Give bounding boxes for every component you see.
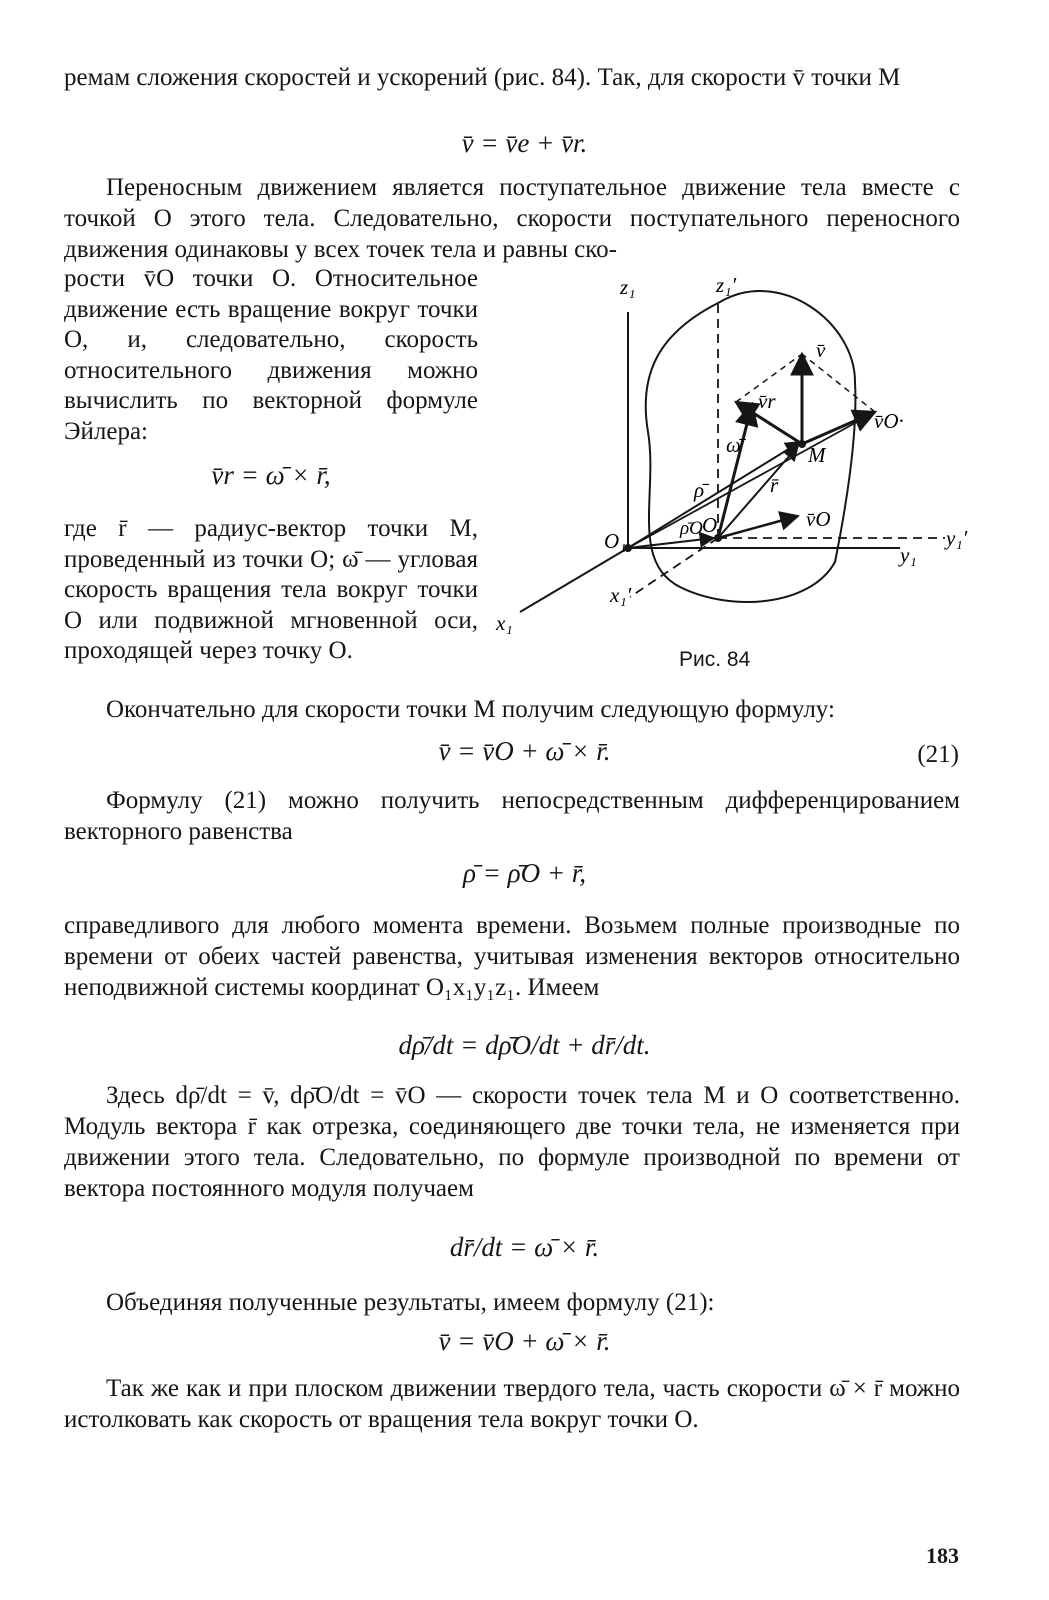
equation-euler: v̄r = ω̄ × r̄, [211, 460, 331, 490]
equation-21-repeat: v̄ = v̄O + ω̄ × r̄. [438, 1326, 611, 1356]
label-y1: y₁ [900, 543, 917, 567]
label-o1: O₁ [604, 529, 627, 553]
label-v-o-at-m: v̄O· [874, 409, 904, 433]
label-z1-prime: z₁′ [716, 273, 737, 297]
figure-caption: Рис. 84 [679, 648, 751, 671]
label-v-r: v̄r [758, 389, 776, 413]
label-rho: ρ̄ [694, 478, 705, 502]
equation-number-21: (21) [917, 741, 959, 768]
paragraph-1: ремам сложения скоростей и ускорений (рис. 84). Так, для скорости v̄ точки M [64, 64, 901, 91]
label-z1: z₁ [620, 275, 636, 299]
figure-84 [480, 262, 980, 647]
vector-v-o [718, 516, 798, 538]
label-y1-prime: y₁′ [946, 526, 968, 550]
equation-derivatives: dρ̄/dt = dρ̄O/dt + dr̄/dt. [398, 1030, 651, 1060]
parallelogram-edge-2 [802, 354, 875, 412]
paragraph-3: рости v̄O точки O. Относительное движение есть вращение вокруг точки O, и, следовательно, скорость относительного движения можно вычислить по векторной формуле Эйлера: [64, 265, 478, 445]
paragraph-5: Окончательно для скорости точки M получим следующую формулу: [106, 696, 835, 723]
paragraph-4: где r̄ — радиус-вектор точки M, проведенный из точки O; ω̄ — угловая скорость вращения тела вокруг точки O или подвижной мгновенной оси, проходящей через точку O. [64, 515, 478, 664]
vector-v-o-at-m [802, 412, 875, 444]
label-o: O [702, 513, 718, 537]
label-r: r̄ [770, 473, 779, 497]
paragraph-6: Формулу (21) можно получить непосредственным дифференцированием векторного равенства [64, 787, 960, 845]
paragraph-2: Переносным движением является поступательное движение тела вместе с точкой O этого тела. Следовательно, скорости поступательного переносного движения одинаковы у всех точек тела и равны ско- [64, 174, 960, 263]
paragraph-10: Так же как и при плоском движении твердого тела, часть скорости ω̄ × r̄ можно истолковать как скорость от вращения тела вокруг точки O. [64, 1375, 960, 1433]
label-x1: x₁ [496, 611, 513, 635]
equation-dr-dt: dr̄/dt = ω̄ × r̄. [449, 1232, 600, 1262]
equation-21: v̄ = v̄O + ω̄ × r̄. [438, 736, 611, 766]
label-omega: ω̄ [726, 433, 741, 457]
page-number: 183 [926, 1543, 959, 1568]
equation-velocity-sum: v̄ = v̄e + v̄r. [461, 128, 588, 158]
equation-rho: ρ̄ = ρ̄O + r̄, [462, 858, 587, 888]
label-v: v̄ [816, 338, 826, 362]
label-m: M [808, 443, 826, 467]
label-v-o: v̄O [806, 507, 831, 531]
label-rho-o: ρ̄O [680, 518, 703, 539]
point-m [798, 440, 806, 448]
paragraph-7: справедливого для любого момента времени. Возьмем полные производные по времени от обеих частей равенства, учитывая изменения векторов относительно неподвижной системы координат O₁x₁y₁z₁. Имеем [64, 912, 960, 1001]
paragraph-9: Объединяя полученные результаты, имеем формулу (21): [106, 1289, 715, 1316]
label-x1-prime: x₁′ [610, 583, 632, 607]
paragraph-8: Здесь dρ̄/dt = v̄, dρ̄O/dt = v̄O — скорости точек тела M и O соответственно. Модуль вектора r̄ как отрезка, соединяющего две точки тела, не изменяется при движении этого тела. Следовательно, по формуле производной по времени от вектора постоянного модуля получаем [64, 1082, 960, 1202]
